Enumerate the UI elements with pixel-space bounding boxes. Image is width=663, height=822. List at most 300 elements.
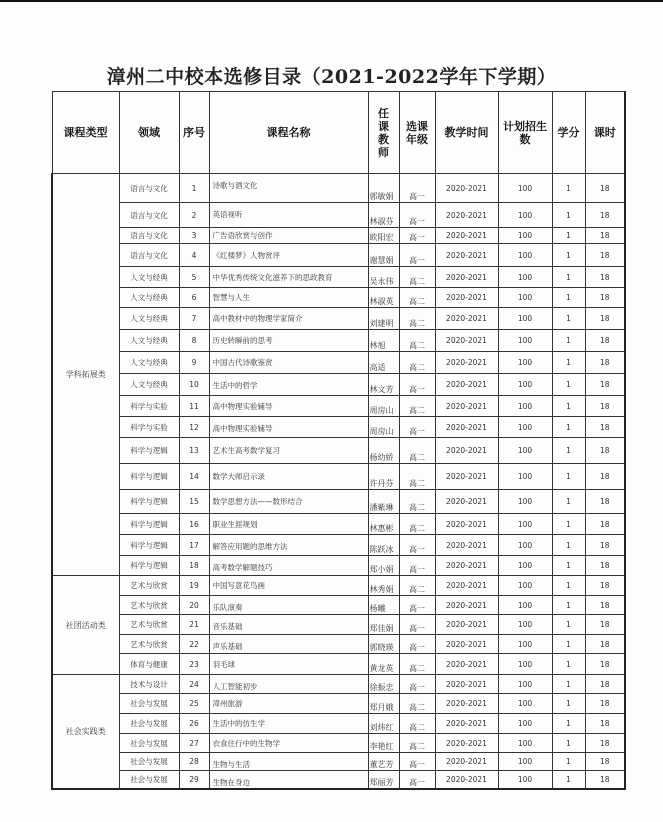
domain-cell: 社会与发展 [119, 753, 179, 771]
table-row [52, 714, 625, 734]
domain-cell: 语言与文化 [119, 244, 179, 267]
no-cell: 15 [179, 490, 209, 514]
time-cell: 2020-2021 [435, 288, 498, 308]
grade-cell: 高二 [399, 352, 435, 374]
teacher-cell: 林淑芬 [368, 203, 399, 228]
table-row [52, 174, 625, 203]
course-name-cell: 历史转瞬前的思考 [209, 330, 368, 352]
hours-cell: 18 [585, 771, 625, 790]
credit-cell: 1 [552, 694, 585, 714]
no-cell: 21 [179, 615, 209, 635]
no-cell: 11 [179, 396, 209, 417]
course-name-cell: 高考数学解题技巧 [209, 556, 368, 576]
course-name-cell: 中国古代诗歌鉴赏 [209, 352, 368, 374]
hours-cell: 18 [585, 734, 625, 753]
hours-cell: 18 [585, 714, 625, 734]
course-name-cell: 《红楼梦》人物赏评 [209, 244, 368, 267]
domain-cell: 人文与经典 [119, 374, 179, 396]
time-cell: 2020-2021 [435, 438, 498, 464]
grade-cell: 高一 [399, 535, 435, 556]
table-row [52, 734, 625, 753]
time-cell: 2020-2021 [435, 771, 498, 790]
grade-cell: 高二 [399, 714, 435, 734]
table-row [52, 694, 625, 714]
course-name-cell: 声乐基础 [209, 635, 368, 654]
course-name-cell: 羽毛球 [209, 654, 368, 675]
no-cell: 28 [179, 753, 209, 771]
teacher-cell: 杨曦 [368, 596, 399, 615]
quota-cell: 100 [498, 244, 552, 267]
teacher-cell: 林淑英 [368, 288, 399, 308]
quota-cell: 100 [498, 352, 552, 374]
header-domain: 领域 [119, 92, 179, 174]
domain-cell: 科学与实验 [119, 417, 179, 438]
grade-cell: 高一 [399, 675, 435, 694]
time-cell: 2020-2021 [435, 576, 498, 596]
time-cell: 2020-2021 [435, 675, 498, 694]
domain-cell: 人文与经典 [119, 352, 179, 374]
grade-cell: 高二 [399, 514, 435, 535]
hours-cell: 18 [585, 675, 625, 694]
table-row [52, 635, 625, 654]
course-name-cell: 数学思想方法——数形结合 [209, 490, 368, 514]
table-row [52, 615, 625, 635]
header-name: 课程名称 [209, 92, 368, 174]
table-row [52, 203, 625, 228]
credit-cell: 1 [552, 576, 585, 596]
grade-cell: 高二 [399, 734, 435, 753]
hours-cell: 18 [585, 535, 625, 556]
quota-cell: 100 [498, 374, 552, 396]
no-cell: 13 [179, 438, 209, 464]
quota-cell: 100 [498, 330, 552, 352]
category-cell: 社会实践类 [52, 675, 119, 790]
domain-cell: 科学与实验 [119, 396, 179, 417]
hours-cell: 18 [585, 288, 625, 308]
time-cell: 2020-2021 [435, 490, 498, 514]
hours-cell: 18 [585, 396, 625, 417]
no-cell: 16 [179, 514, 209, 535]
grade-cell: 高二 [399, 576, 435, 596]
no-cell: 4 [179, 244, 209, 267]
header-row [52, 92, 625, 174]
teacher-cell: 欧阳宏 [368, 228, 399, 244]
credit-cell: 1 [552, 596, 585, 615]
domain-cell: 社会与发展 [119, 714, 179, 734]
no-cell: 26 [179, 714, 209, 734]
domain-cell: 技术与设计 [119, 675, 179, 694]
credit-cell: 1 [552, 244, 585, 267]
course-name-cell: 生活中的哲学 [209, 374, 368, 396]
course-name-cell: 中华优秀传统文化滋养下的思政教育 [209, 267, 368, 288]
quota-cell: 100 [498, 675, 552, 694]
grade-cell: 高一 [399, 244, 435, 267]
credit-cell: 1 [552, 753, 585, 771]
hours-cell: 18 [585, 490, 625, 514]
domain-cell: 社会与发展 [119, 694, 179, 714]
teacher-cell: 谢慧娟 [368, 244, 399, 267]
time-cell: 2020-2021 [435, 734, 498, 753]
no-cell: 1 [179, 174, 209, 203]
table-row [52, 267, 625, 288]
teacher-cell: 郑小娟 [368, 556, 399, 576]
credit-cell: 1 [552, 535, 585, 556]
credit-cell: 1 [552, 714, 585, 734]
no-cell: 23 [179, 654, 209, 675]
time-cell: 2020-2021 [435, 535, 498, 556]
grade-cell: 高一 [399, 228, 435, 244]
course-name-cell: 人工智能初步 [209, 675, 368, 694]
course-name-cell: 衣食住行中的生物学 [209, 734, 368, 753]
teacher-cell: 林惠彬 [368, 514, 399, 535]
table-row [52, 576, 625, 596]
teacher-cell: 黄龙英 [368, 654, 399, 675]
teacher-cell: 郑丽芳 [368, 771, 399, 790]
time-cell: 2020-2021 [435, 267, 498, 288]
no-cell: 29 [179, 771, 209, 790]
no-cell: 12 [179, 417, 209, 438]
credit-cell: 1 [552, 352, 585, 374]
no-cell: 24 [179, 675, 209, 694]
top-border [0, 0, 663, 2]
hours-cell: 18 [585, 654, 625, 675]
domain-cell: 人文与经典 [119, 308, 179, 330]
quota-cell: 100 [498, 203, 552, 228]
no-cell: 27 [179, 734, 209, 753]
quota-cell: 100 [498, 288, 552, 308]
course-name-cell: 英语视听 [209, 203, 368, 228]
credit-cell: 1 [552, 771, 585, 790]
domain-cell: 体育与健康 [119, 654, 179, 675]
domain-cell: 艺术与欣赏 [119, 615, 179, 635]
quota-cell: 100 [498, 734, 552, 753]
course-name-cell: 智慧与人生 [209, 288, 368, 308]
domain-cell: 社会与发展 [119, 734, 179, 753]
grade-cell: 高二 [399, 438, 435, 464]
no-cell: 14 [179, 464, 209, 490]
category-cell: 学科拓展类 [52, 174, 119, 576]
hours-cell: 18 [585, 417, 625, 438]
no-cell: 22 [179, 635, 209, 654]
time-cell: 2020-2021 [435, 556, 498, 576]
credit-cell: 1 [552, 174, 585, 203]
teacher-cell: 郑月娥 [368, 694, 399, 714]
time-cell: 2020-2021 [435, 417, 498, 438]
quota-cell: 100 [498, 514, 552, 535]
quota-cell: 100 [498, 635, 552, 654]
hours-cell: 18 [585, 203, 625, 228]
grade-cell: 高二 [399, 267, 435, 288]
hours-cell: 18 [585, 352, 625, 374]
no-cell: 25 [179, 694, 209, 714]
time-cell: 2020-2021 [435, 694, 498, 714]
course-name-cell: 中国写意花鸟画 [209, 576, 368, 596]
no-cell: 19 [179, 576, 209, 596]
teacher-cell: 许丹芬 [368, 464, 399, 490]
time-cell: 2020-2021 [435, 174, 498, 203]
grade-cell: 高一 [399, 596, 435, 615]
table-row [52, 228, 625, 244]
table-row [52, 308, 625, 330]
no-cell: 8 [179, 330, 209, 352]
header-credit: 学分 [552, 92, 585, 174]
category-cell: 社团活动类 [52, 576, 119, 675]
teacher-cell: 董艺芳 [368, 753, 399, 771]
hours-cell: 18 [585, 596, 625, 615]
quota-cell: 100 [498, 267, 552, 288]
grade-cell: 高一 [399, 556, 435, 576]
course-rows [52, 174, 625, 790]
grade-cell: 高一 [399, 753, 435, 771]
quota-cell: 100 [498, 654, 552, 675]
time-cell: 2020-2021 [435, 374, 498, 396]
teacher-cell: 林旭 [368, 330, 399, 352]
domain-cell: 语言与文化 [119, 228, 179, 244]
time-cell: 2020-2021 [435, 596, 498, 615]
credit-cell: 1 [552, 288, 585, 308]
credit-cell: 1 [552, 438, 585, 464]
domain-cell: 科学与逻辑 [119, 490, 179, 514]
quota-cell: 100 [498, 771, 552, 790]
no-cell: 20 [179, 596, 209, 615]
table-row [52, 556, 625, 576]
credit-cell: 1 [552, 556, 585, 576]
time-cell: 2020-2021 [435, 396, 498, 417]
table-row [52, 535, 625, 556]
credit-cell: 1 [552, 228, 585, 244]
course-name-cell: 生物在身边 [209, 771, 368, 790]
time-cell: 2020-2021 [435, 714, 498, 734]
credit-cell: 1 [552, 654, 585, 675]
page-title: 漳州二中校本选修目录（2021-2022学年下学期） [106, 66, 557, 88]
grade-cell: 高一 [399, 374, 435, 396]
hours-cell: 18 [585, 267, 625, 288]
teacher-cell: 周房山 [368, 396, 399, 417]
no-cell: 3 [179, 228, 209, 244]
time-cell: 2020-2021 [435, 514, 498, 535]
credit-cell: 1 [552, 396, 585, 417]
quota-cell: 100 [498, 596, 552, 615]
no-cell: 9 [179, 352, 209, 374]
teacher-cell: 李艳红 [368, 734, 399, 753]
course-name-cell: 乐队演奏 [209, 596, 368, 615]
hours-cell: 18 [585, 464, 625, 490]
domain-cell: 人文与经典 [119, 330, 179, 352]
course-table [51, 91, 626, 790]
grade-cell: 高一 [399, 615, 435, 635]
quota-cell: 100 [498, 694, 552, 714]
table-row [52, 771, 625, 790]
teacher-cell: 刘建明 [368, 308, 399, 330]
time-cell: 2020-2021 [435, 244, 498, 267]
credit-cell: 1 [552, 490, 585, 514]
credit-cell: 1 [552, 635, 585, 654]
table-row [52, 288, 625, 308]
domain-cell: 人文与经典 [119, 267, 179, 288]
quota-cell: 100 [498, 174, 552, 203]
table-row [52, 675, 625, 694]
hours-cell: 18 [585, 615, 625, 635]
credit-cell: 1 [552, 514, 585, 535]
domain-cell: 艺术与欣赏 [119, 635, 179, 654]
credit-cell: 1 [552, 417, 585, 438]
header-time: 教学时间 [435, 92, 498, 174]
domain-cell: 语言与文化 [119, 174, 179, 203]
header-hours: 课时 [585, 92, 625, 174]
quota-cell: 100 [498, 714, 552, 734]
course-name-cell: 漳州旅游 [209, 694, 368, 714]
quota-cell: 100 [498, 615, 552, 635]
course-name-cell: 解答应用题的思维方法 [209, 535, 368, 556]
hours-cell: 18 [585, 576, 625, 596]
grade-cell: 高二 [399, 654, 435, 675]
hours-cell: 18 [585, 374, 625, 396]
domain-cell: 语言与文化 [119, 203, 179, 228]
header-grade: 选课年级 [399, 92, 435, 174]
no-cell: 2 [179, 203, 209, 228]
domain-cell: 科学与逻辑 [119, 535, 179, 556]
quota-cell: 100 [498, 464, 552, 490]
credit-cell: 1 [552, 203, 585, 228]
teacher-cell: 刘炜红 [368, 714, 399, 734]
quota-cell: 100 [498, 576, 552, 596]
grade-cell: 高一 [399, 635, 435, 654]
time-cell: 2020-2021 [435, 615, 498, 635]
time-cell: 2020-2021 [435, 753, 498, 771]
hours-cell: 18 [585, 244, 625, 267]
credit-cell: 1 [552, 615, 585, 635]
no-cell: 17 [179, 535, 209, 556]
domain-cell: 科学与逻辑 [119, 514, 179, 535]
no-cell: 10 [179, 374, 209, 396]
quota-cell: 100 [498, 438, 552, 464]
time-cell: 2020-2021 [435, 330, 498, 352]
table-row [52, 396, 625, 417]
course-name-cell: 音乐基础 [209, 615, 368, 635]
table-row [52, 244, 625, 267]
table-row [52, 374, 625, 396]
hours-cell: 18 [585, 514, 625, 535]
credit-cell: 1 [552, 374, 585, 396]
credit-cell: 1 [552, 330, 585, 352]
teacher-cell: 林秀娟 [368, 576, 399, 596]
table-row [52, 330, 625, 352]
course-name-cell: 诗歌与酒文化 [209, 174, 368, 203]
table-row [52, 438, 625, 464]
header-type: 课程类型 [52, 92, 119, 174]
hours-cell: 18 [585, 753, 625, 771]
teacher-cell: 潘紫琳 [368, 490, 399, 514]
header-teacher: 任课教师 [368, 92, 399, 174]
credit-cell: 1 [552, 308, 585, 330]
quota-cell: 100 [498, 308, 552, 330]
table-row [52, 753, 625, 771]
hours-cell: 18 [585, 308, 625, 330]
grade-cell: 高二 [399, 330, 435, 352]
hours-cell: 18 [585, 330, 625, 352]
hours-cell: 18 [585, 694, 625, 714]
course-name-cell: 数学大师启示录 [209, 464, 368, 490]
grade-cell: 高二 [399, 396, 435, 417]
grade-cell: 高二 [399, 464, 435, 490]
table-row [52, 596, 625, 615]
no-cell: 6 [179, 288, 209, 308]
table-row [52, 514, 625, 535]
grade-cell: 高二 [399, 490, 435, 514]
no-cell: 5 [179, 267, 209, 288]
quota-cell: 100 [498, 535, 552, 556]
domain-cell: 科学与逻辑 [119, 556, 179, 576]
course-name-cell: 生物与生活 [209, 753, 368, 771]
header-no: 序号 [179, 92, 209, 174]
credit-cell: 1 [552, 464, 585, 490]
hours-cell: 18 [585, 438, 625, 464]
table-row [52, 654, 625, 675]
course-name-cell: 艺术生高考数学复习 [209, 438, 368, 464]
course-name-cell: 生活中的仿生学 [209, 714, 368, 734]
time-cell: 2020-2021 [435, 308, 498, 330]
course-name-cell: 职业生涯规划 [209, 514, 368, 535]
course-name-cell: 高中物理实验辅导 [209, 417, 368, 438]
time-cell: 2020-2021 [435, 203, 498, 228]
table-row [52, 464, 625, 490]
domain-cell: 科学与逻辑 [119, 438, 179, 464]
credit-cell: 1 [552, 267, 585, 288]
teacher-cell: 林文芳 [368, 374, 399, 396]
credit-cell: 1 [552, 675, 585, 694]
quota-cell: 100 [498, 228, 552, 244]
teacher-cell: 吴永伟 [368, 267, 399, 288]
teacher-cell: 周房山 [368, 417, 399, 438]
domain-cell: 社会与发展 [119, 771, 179, 790]
grade-cell: 高一 [399, 174, 435, 203]
grade-cell: 高一 [399, 203, 435, 228]
hours-cell: 18 [585, 228, 625, 244]
teacher-cell: 陈跃冰 [368, 535, 399, 556]
grade-cell: 高一 [399, 417, 435, 438]
grade-cell: 高二 [399, 288, 435, 308]
table-row [52, 490, 625, 514]
hours-cell: 18 [585, 635, 625, 654]
hours-cell: 18 [585, 556, 625, 576]
teacher-cell: 高适 [368, 352, 399, 374]
time-cell: 2020-2021 [435, 654, 498, 675]
domain-cell: 艺术与欣赏 [119, 596, 179, 615]
table-row [52, 417, 625, 438]
grade-cell: 高二 [399, 308, 435, 330]
teacher-cell: 郑佳娟 [368, 615, 399, 635]
quota-cell: 100 [498, 417, 552, 438]
credit-cell: 1 [552, 734, 585, 753]
quota-cell: 100 [498, 556, 552, 576]
course-name-cell: 高中教材中的物理学家简介 [209, 308, 368, 330]
course-name-cell: 高中物理实验辅导 [209, 396, 368, 417]
hours-cell: 18 [585, 174, 625, 203]
teacher-cell: 郭敏娟 [368, 174, 399, 203]
time-cell: 2020-2021 [435, 635, 498, 654]
quota-cell: 100 [498, 753, 552, 771]
domain-cell: 人文与经典 [119, 288, 179, 308]
domain-cell: 科学与逻辑 [119, 464, 179, 490]
grade-cell: 高二 [399, 694, 435, 714]
time-cell: 2020-2021 [435, 352, 498, 374]
time-cell: 2020-2021 [435, 228, 498, 244]
teacher-cell: 杨幼娇 [368, 438, 399, 464]
header-quota: 计划招生数 [498, 92, 552, 174]
domain-cell: 艺术与欣赏 [119, 576, 179, 596]
teacher-cell: 郭晓瑛 [368, 635, 399, 654]
time-cell: 2020-2021 [435, 464, 498, 490]
